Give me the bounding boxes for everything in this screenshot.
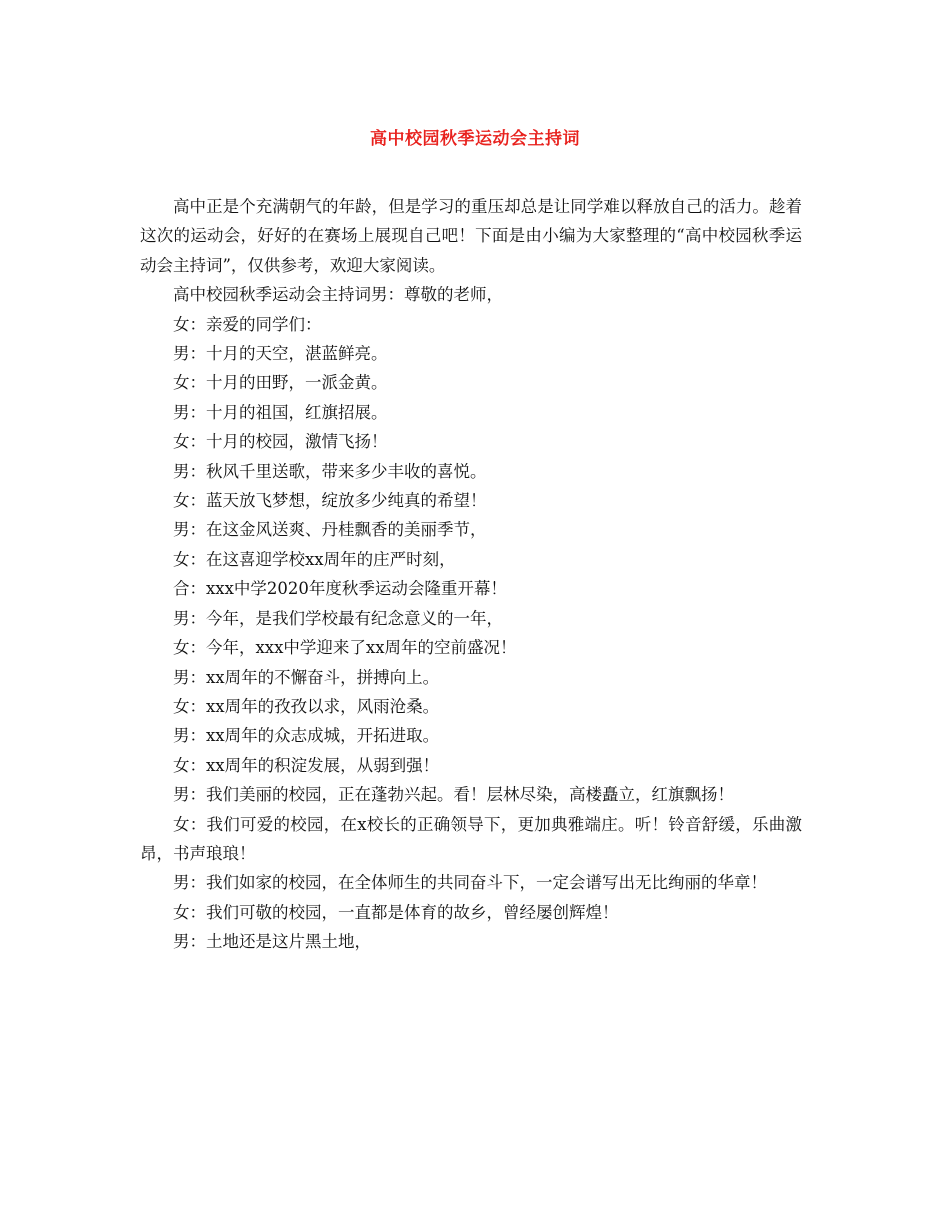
script-line: 男：十月的祖国，红旗招展。 [173, 402, 388, 422]
script-line: 女：xx周年的积淀发展，从弱到强！ [173, 755, 440, 775]
script-line: 男：在这金风送爽、丹桂飘香的美丽季节， [173, 520, 487, 540]
script-line: 女：蓝天放飞梦想，绽放多少纯真的希望！ [173, 491, 487, 511]
script-line: 女：十月的校园，激情飞扬！ [173, 432, 388, 452]
script-line: 男：秋风千里送歌，带来多少丰收的喜悦。 [173, 461, 487, 481]
script-line: 男：我们如家的校园，在全体师生的共同奋斗下，一定会谱写出无比绚丽的华章！ [173, 873, 767, 893]
script-line: 合：xxx中学2020年度秋季运动会隆重开幕！ [173, 579, 507, 599]
script-line: 男：xx周年的众志成城，开拓进取。 [173, 726, 440, 746]
script-line: 女：在这喜迎学校xx周年的庄严时刻， [173, 549, 456, 569]
script-line: 男：今年，是我们学校最有纪念意义的一年， [173, 608, 503, 628]
script-line: 女：我们可爱的校园，在x校长的正确领导下，更加典雅端庄。听！铃音舒缓，乐曲激昂，书声琅琅！ [140, 814, 802, 863]
script-line: 女：今年，xxx中学迎来了xx周年的空前盛况！ [173, 638, 517, 658]
script-line: 女：我们可敬的校园，一直都是体育的故乡，曾经屡创辉煌！ [173, 902, 619, 922]
script-line: 男：土地还是这片黑土地， [173, 932, 371, 952]
document-body [140, 192, 802, 957]
script-line: 女：亲爱的同学们： [173, 314, 322, 334]
script-line: 男：十月的天空，湛蓝鲜亮。 [173, 344, 388, 364]
document-title: 高中校园秋季运动会主持词 [370, 129, 580, 149]
script-line: 女：xx周年的孜孜以求，风雨沧桑。 [173, 696, 440, 716]
script-line: 女：十月的田野，一派金黄。 [173, 373, 388, 393]
script-line: 男：xx周年的不懈奋斗，拼搏向上。 [173, 667, 440, 687]
intro-paragraph: 高中正是个充满朝气的年龄，但是学习的重压却总是让同学难以释放自己的活力。趁着这次的运动会，好好的在赛场上展现自己吧！下面是由小编为大家整理的“高中校园秋季运动会主持词”，仅供参考，欢迎大家阅读。 [140, 197, 802, 275]
script-line: 高中校园秋季运动会主持词男：尊敬的老师， [173, 285, 503, 305]
script-line: 男：我们美丽的校园，正在蓬勃兴起。看！层林尽染，高楼矗立，红旗飘扬！ [173, 785, 734, 805]
